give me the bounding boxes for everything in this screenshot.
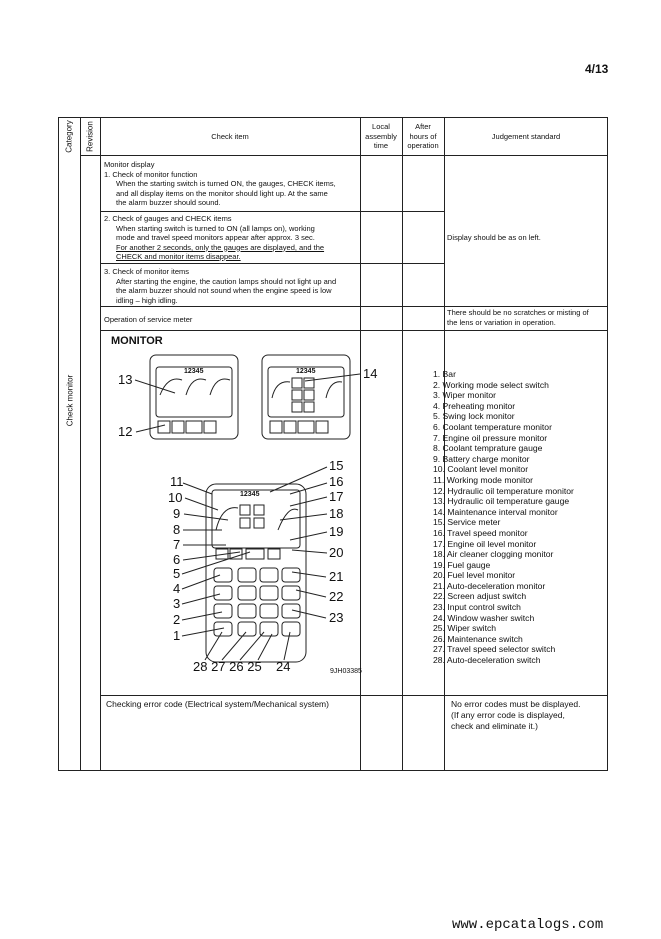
- callout-11: 11: [170, 474, 184, 489]
- callout-10: 10: [168, 490, 183, 505]
- callout-28-27-26-25: 28 27 26 25: [193, 659, 262, 674]
- legend-item: 19. Fuel gauge: [433, 559, 491, 570]
- legend-item: 13. Hydraulic oil temperature gauge: [433, 496, 570, 507]
- legend-item: 5. Swing lock monitor: [433, 411, 515, 422]
- callout-18: 18: [329, 506, 344, 521]
- right-panel-display: 12345: [296, 368, 316, 375]
- legend-item: 27. Travel speed selector switch: [433, 644, 556, 655]
- legend-item: 17. Engine oil level monitor: [433, 538, 537, 549]
- header-judgement: Judgement standard: [491, 132, 561, 141]
- callout-12: 12: [118, 424, 133, 439]
- footer-url: www.epcatalogs.com: [452, 917, 604, 933]
- legend-item: 12. Hydraulic oil temperature monitor: [433, 485, 574, 496]
- legend-item: 8. Coolant temprature gauge: [433, 443, 543, 454]
- figure-code: 9JH03385: [330, 668, 362, 675]
- legend-item: 14. Maintenance interval monitor: [433, 506, 558, 517]
- callout-16: 16: [329, 474, 344, 489]
- header-revision: Revision: [85, 121, 95, 152]
- callout-6: 6: [173, 552, 181, 567]
- legend-item: 25. Wiper switch: [433, 623, 497, 634]
- monitor-title: MONITOR: [111, 335, 163, 347]
- legend-item: 22. Screen adjust switch: [433, 591, 527, 602]
- callout-13: 13: [118, 372, 133, 387]
- legend-item: 20. Fuel level monitor: [433, 570, 516, 581]
- legend-item: 23. Input control switch: [433, 602, 521, 613]
- legend-item: 3. Wiper monitor: [433, 390, 497, 401]
- callout-5: 5: [173, 566, 181, 581]
- legend-item: 7. Engine oil pressure monitor: [433, 432, 548, 443]
- error-code-item: Checking error code (Electrical system/Mechanical system): [106, 699, 329, 709]
- service-meter-item: Operation of service meter: [104, 315, 193, 324]
- judgement-display: Display should be as on left.: [447, 233, 541, 242]
- legend-item: 18. Air cleaner clogging monitor: [433, 549, 554, 560]
- legend-item: 28. Auto-deceleration switch: [433, 655, 541, 666]
- legend-item: 6. Coolant temperature monitor: [433, 421, 552, 432]
- callout-4: 4: [173, 581, 181, 596]
- legend-item: 9. Battery charge monitor: [433, 453, 530, 464]
- category-label: Check monitor: [65, 374, 75, 427]
- main-panel-display: 12345: [240, 491, 260, 498]
- header-category: Category: [64, 120, 74, 153]
- callout-17: 17: [329, 489, 344, 504]
- header-after-hours: After hours of operation: [407, 122, 439, 150]
- callout-21: 21: [329, 569, 344, 584]
- header-check-item: Check item: [211, 132, 249, 141]
- legend-item: 21. Auto-deceleration monitor: [433, 580, 546, 591]
- legend-item: 1. Bar: [433, 369, 456, 379]
- legend-item: 26. Maintenance switch: [433, 633, 523, 644]
- legend-item: 2. Working mode select switch: [433, 379, 549, 390]
- callout-9: 9: [173, 506, 181, 521]
- gauges-check-item: 2. Check of gauges and CHECK items When starting switch is turned to ON (all lamps on), working mode and travel speed monitors appear after approx. 3 sec. For another 2 seconds, only the gauges are displayed, and the CHECK and monitor items disappear.: [104, 214, 325, 261]
- legend-item: 4. Preheating monitor: [433, 400, 516, 411]
- callout-1: 1: [173, 628, 181, 643]
- monitor-function-item: Monitor display 1. Check of monitor function When the starting switch is turned ON, the gauges, CHECK items, and all display items on the monitor should light up. At the same the alarm buzzer should sound.: [104, 160, 336, 207]
- callout-20: 20: [329, 545, 344, 560]
- error-code-judgement: No error codes must be displayed. (If any error code is displayed, check and eliminate it.): [451, 699, 581, 731]
- callout-2: 2: [173, 612, 181, 627]
- callout-19: 19: [329, 524, 344, 539]
- service-meter-judgement: There should be no scratches or misting of the lens or variation in operation.: [447, 308, 589, 327]
- monitor-legend: [433, 369, 574, 666]
- callout-7: 7: [173, 537, 181, 552]
- legend-item: 15. Service meter: [433, 517, 501, 528]
- legend-item: 10. Coolant level monitor: [433, 464, 529, 475]
- legend-item: 11. Working mode monitor: [433, 474, 533, 485]
- callout-24: 24: [276, 659, 291, 674]
- callout-22: 22: [329, 589, 344, 604]
- callout-15: 15: [329, 458, 344, 473]
- callout-3: 3: [173, 596, 181, 611]
- left-panel-display: 12345: [184, 368, 204, 375]
- legend-item: 24. Window washer switch: [433, 612, 535, 623]
- callout-23: 23: [329, 610, 344, 625]
- legend-item: 16. Travel speed monitor: [433, 527, 528, 538]
- callout-8: 8: [173, 522, 181, 537]
- page-number: 4/13: [585, 62, 609, 76]
- header-local-assembly: Local assembly time: [365, 122, 397, 150]
- callout-14: 14: [363, 366, 378, 381]
- monitor-items-check: 3. Check of monitor items After starting the engine, the caution lamps should not light up and the alarm buzzer should not sound when the engine speed is low idling – high idling.: [104, 267, 337, 305]
